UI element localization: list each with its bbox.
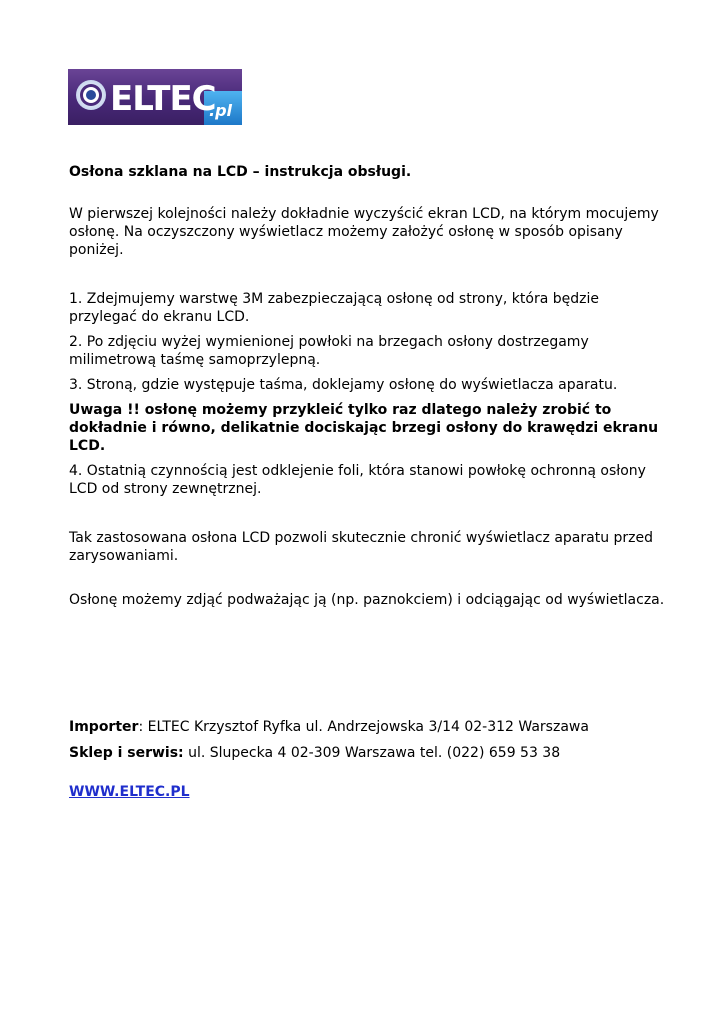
step-1: 1. Zdejmujemy warstwę 3M zabezpieczającą osłonę od strony, która będzie przylegać do ekranu LCD. (69, 291, 599, 325)
step-3: 3. Stroną, gdzie występuje taśma, doklejamy osłonę do wyświetlacza aparatu. (69, 377, 618, 393)
importer-label: Importer (69, 719, 139, 735)
importer-line (69, 718, 669, 736)
protection-paragraph: Tak zastosowana osłona LCD pozwoli skutecznie chronić wyświetlacz aparatu przed zarysowaniami. (69, 530, 654, 564)
document-title: Osłona szklana na LCD – instrukcja obsługi. (69, 164, 412, 180)
website-link[interactable]: WWW.ELTEC.PL (69, 784, 190, 800)
eltec-logo (68, 69, 242, 125)
intro-paragraph: W pierwszej kolejności należy dokładnie wyczyścić ekran LCD, na którym mocujemy osłonę. Na oczyszczony wyświetlacz możemy założyć osłonę w sposób opisany poniżej. (69, 206, 659, 258)
shop-text: ul. Slupecka 4 02-309 Warszawa tel. (022) 659 53 38 (183, 745, 561, 761)
eltec-logo-graphic (68, 69, 242, 125)
website-line (69, 783, 669, 801)
logo-suffix: .pl (209, 101, 233, 120)
shop-line (69, 744, 669, 762)
importer-text: : ELTEC Krzysztof Ryfka ul. Andrzejowska 3/14 02-312 Warszawa (138, 719, 589, 735)
step-2: 2. Po zdjęciu wyżej wymienionej powłoki na brzegach osłony dostrzegamy milimetrową taśmę samoprzylepną. (69, 334, 589, 368)
removal-paragraph: Osłonę możemy zdjąć podważając ją (np. paznokciem) i odciągając od wyświetlacza. (69, 592, 665, 608)
warning-note: Uwaga !! osłonę możemy przykleić tylko raz dlatego należy zrobić to dokładnie i równo, delikatnie dociskając brzegi osłony do krawędzi ekranu LCD. (69, 402, 659, 454)
step-4: 4. Ostatnią czynnością jest odklejenie foli, która stanowi powłokę ochronną osłony LCD od strony zewnętrznej. (69, 463, 646, 497)
logo-text: ELTEC (110, 79, 216, 119)
shop-label: Sklep i serwis: (69, 745, 184, 761)
